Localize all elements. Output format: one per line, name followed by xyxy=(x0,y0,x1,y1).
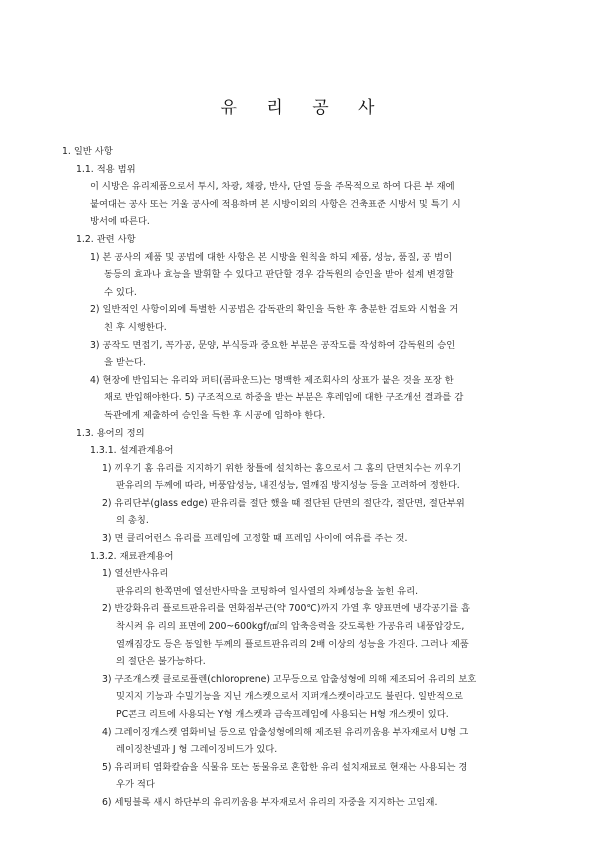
list-item-line: 4) 그레이징개스켓 염화비닐 등으로 압출성형에의해 제조된 유리끼움용 부자재로서 U형 그 xyxy=(102,726,469,738)
list-item-line: PC콘크 리트에 사용되는 Y형 개스켓과 금속프레임에 사용되는 H형 개스켓이 있다. xyxy=(116,709,449,720)
list-item-line: 4) 현장에 반입되는 유리와 퍼티(콤파운드)는 명백한 제조회사의 상표가 붙은 것을 포장 한 xyxy=(90,374,454,386)
section-heading: 1. 일반 사항 xyxy=(62,146,113,157)
list-item-line: 독관에게 제출하여 승인을 득한 후 시공에 임하야 한다. xyxy=(104,409,326,421)
subsubsection-heading: 1.3.1. 설계관계용어 xyxy=(90,445,174,457)
list-item-line: 5) 유리퍼티 염화칼슘을 식물유 또는 동물유로 혼합한 유리 설치재료로 현재는 사용되는 경 xyxy=(102,761,468,773)
list-item-line: 1) 끼우기 홈 유리를 지지하기 위한 창틀에 설치하는 홈으로서 그 홈의 단면치수는 끼우기 xyxy=(102,462,462,474)
list-item-line: 친 후 시행한다. xyxy=(104,321,167,333)
list-item-line: 3) 구조개스켓 클로로플렌(chloroprene) 고무등으로 압출성형에 의해 제조되어 유리의 보호 xyxy=(102,673,477,685)
list-item-line: 3) 공작도 면접기, 꼭가공, 문양, 부식등과 중요한 부분은 공작도를 작성하여 감독원의 승인 xyxy=(90,339,456,351)
list-item-line: 판유리의 두께에 따라, 버풍압성능, 내진성능, 열깨짐 방지성능 등을 고려하여 정한다. xyxy=(116,480,460,492)
list-item-line: 밎지지 기능과 수밀기능을 지닌 개스켓으로서 지퍼개스켓이라고도 불린다. 일반적으로 xyxy=(116,691,463,703)
document-body xyxy=(0,143,595,812)
list-item-line: 1) 본 공사의 제품 및 공법에 대한 사항은 본 시방을 원칙을 하되 제품, 성능, 품질, 공 범이 xyxy=(90,251,453,263)
list-item-line: 의 절단은 불가능하다. xyxy=(116,656,206,668)
list-item-line: 착시켜 유 리의 표면에 200~600kgf/㎠의 압축응력을 갖도록한 가공유리 내풍압강도, xyxy=(116,621,465,633)
list-item-line: 의 총칭. xyxy=(116,515,149,527)
subsection-heading: 1.3. 용어의 정의 xyxy=(76,427,145,439)
list-item-line: 을 받는다. xyxy=(104,357,146,369)
subsection-heading: 1.1. 적용 범위 xyxy=(76,163,136,175)
paragraph-line: 붙여대는 공사 또는 거울 공사에 적용하며 본 시방이외의 사항은 건축표준 시방서 및 특기 시 xyxy=(90,198,461,210)
list-item-line: 1) 열선반사유리 xyxy=(102,568,169,580)
list-item-line: 3) 면 클리어런스 유리를 프레임에 고정할 때 프레임 사이에 여유를 주는 것. xyxy=(102,533,408,545)
list-item-line: 열깨짐강도 등은 동일한 두께의 플로트판유리의 2배 이상의 성능을 가진다. 그러나 제품 xyxy=(116,638,469,650)
list-item-line: 수 있다. xyxy=(104,286,137,298)
list-item-line: 판유리의 한쪽면에 열선반사막을 코팅하여 일사열의 차폐성능을 높힌 유리. xyxy=(116,585,419,597)
subsection-heading: 1.2. 관련 사항 xyxy=(76,233,136,245)
list-item-line: 2) 일반적인 사항이외에 특별한 시공법은 감독관의 확인을 득한 후 충분한 검토와 시험을 거 xyxy=(90,304,459,316)
list-item-line: 2) 반강화유리 플로트판유리를 연화점부근(약 700℃)까지 가열 후 양표면에 냉각공기를 흡 xyxy=(102,603,470,615)
list-item-line: 채로 반입해야한다. 5) 구조적으로 하중을 받는 부분은 후레임에 대한 구조개선 결과를 감 xyxy=(104,392,464,404)
list-item-line: 우가 적다 xyxy=(116,779,155,791)
list-item-line: 동등의 효과나 효능을 발휘할 수 있다고 판단할 경우 감독원의 승인을 받아 설계 변경할 xyxy=(104,269,454,281)
list-item-line: 6) 세팅블록 새시 하단부의 유리끼움용 부자재로서 유리의 자중을 지지하는 고임재. xyxy=(102,796,438,808)
document-title: 유 리 공 사 xyxy=(220,98,387,118)
paragraph-line: 방서에 따른다. xyxy=(90,216,150,228)
list-item-line: 레이징찬넬과 J 형 그레이징비드가 있다. xyxy=(116,744,278,756)
paragraph-line: 이 시방은 유리제품으로서 투시, 차광, 채광, 반사, 단열 등을 주목적으로 하여 다른 부 재에 xyxy=(90,181,455,193)
subsubsection-heading: 1.3.2. 재료관계용어 xyxy=(90,550,174,562)
list-item-line: 2) 유리단부(glass edge) 판유리를 절단 했을 때 절단된 단면의 절단각, 절단면, 절단부위 xyxy=(102,497,465,509)
